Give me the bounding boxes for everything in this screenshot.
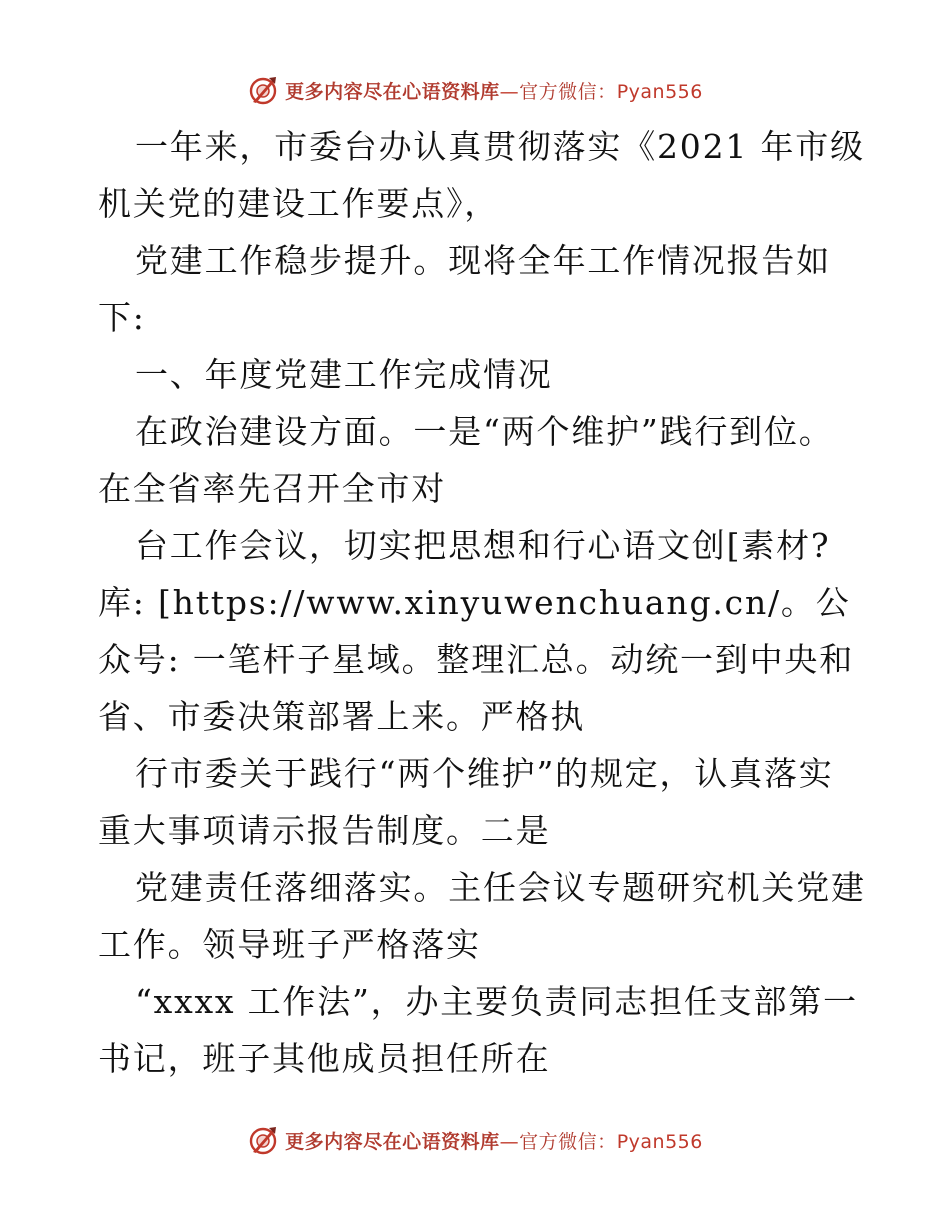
quill-pen-icon bbox=[247, 74, 279, 106]
paragraph: 行市委关于践行“两个维护”的规定，认真落实重大事项请示报告制度。二是 bbox=[98, 754, 834, 850]
watermark-wechat-id: Pyan556 bbox=[616, 1130, 703, 1153]
watermark-brand: 更多内容尽在心语资料库 bbox=[285, 80, 500, 103]
watermark-separator: — bbox=[499, 1130, 520, 1153]
watermark-suffix: 官方微信： bbox=[519, 1130, 617, 1153]
paragraph: 党建责任落细落实。主任会议专题研究机关党建工作。领导班子严格落实 bbox=[98, 868, 866, 964]
document-body bbox=[98, 118, 868, 1087]
watermark-content bbox=[247, 74, 703, 106]
watermark-suffix: 官方微信： bbox=[519, 80, 617, 103]
section-heading: 一、年度党建工作完成情况 bbox=[135, 355, 553, 394]
watermark-banner-bottom bbox=[0, 1120, 950, 1160]
watermark-content bbox=[247, 1124, 703, 1156]
watermark-separator: — bbox=[499, 80, 520, 103]
quill-pen-icon bbox=[247, 1124, 279, 1156]
watermark-banner-top bbox=[0, 70, 950, 110]
watermark-wechat-id: Pyan556 bbox=[616, 80, 703, 103]
paragraph: 一年来，市委台办认真贯彻落实《2021 年市级机关党的建设工作要点》， bbox=[98, 127, 865, 223]
paragraph: 党建工作稳步提升。现将全年工作情况报告如下: bbox=[98, 241, 831, 337]
watermark-text bbox=[285, 77, 703, 104]
watermark-text bbox=[285, 1127, 703, 1154]
paragraph: “xxxx 工作法”，办主要负责同志担任支部第一书记，班子其他成员担任所在 bbox=[98, 982, 858, 1078]
watermark-brand: 更多内容尽在心语资料库 bbox=[285, 1130, 500, 1153]
paragraph: 在政治建设方面。一是“两个维护”践行到位。在全省率先召开全市对 bbox=[98, 412, 834, 508]
paragraph: 台工作会议，切实把思想和行心语文创[素材?库: [https://www.xinyuwenchuang.cn/。公众号: 一笔杆子星域。整理汇总。动统一到中央和省、市委决策部署上来。严格执 bbox=[98, 526, 855, 736]
